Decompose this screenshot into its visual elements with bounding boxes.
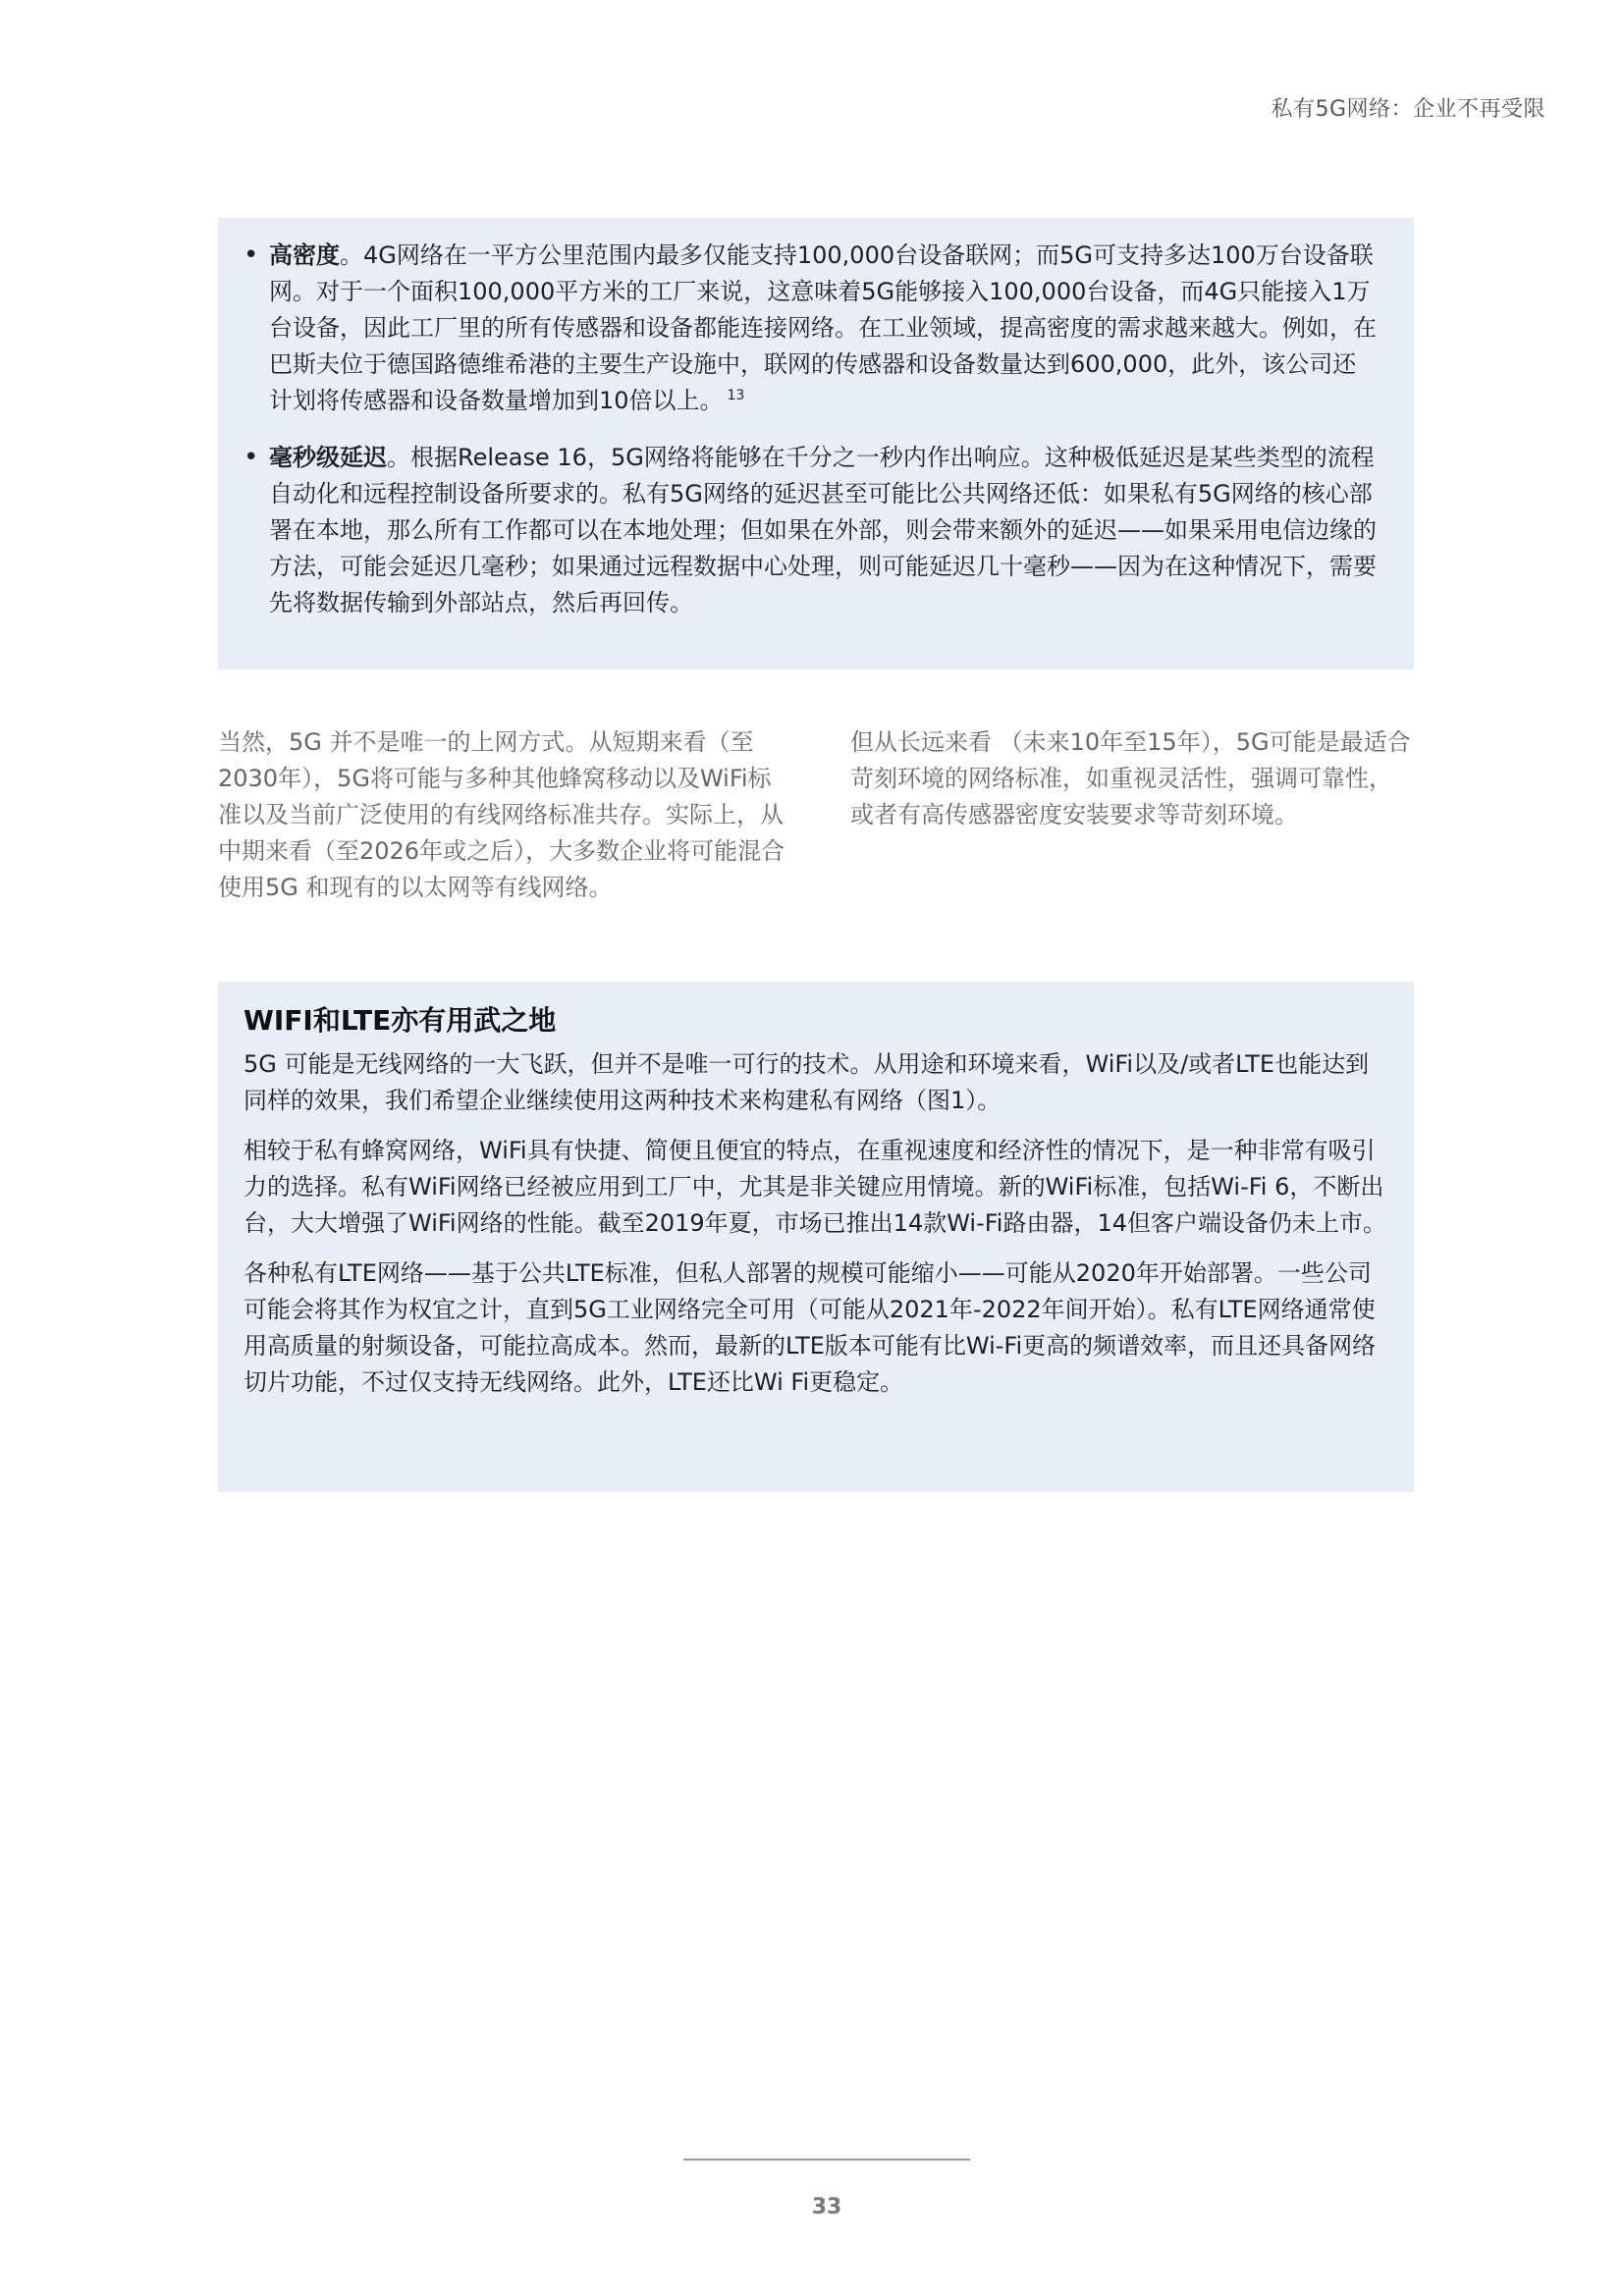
footnote-ref: 13: [727, 388, 745, 403]
footer-divider: [683, 2159, 970, 2161]
sidebar-box: [218, 982, 1414, 1492]
bullet-dot: •: [244, 443, 259, 472]
feature-box: [218, 218, 1414, 669]
page-number: 33: [811, 2195, 842, 2219]
bullet-high-density: [244, 238, 1377, 419]
sidebar-title: WIFI和LTE亦有用武之地: [244, 1004, 557, 1037]
bullet-low-latency: [244, 440, 1377, 621]
bullet-text: 。根据Release 16，5G网络将能够在千分之一秒内作出响应。这种极低延迟是某些类型的流程自动化和远程控制设备所要求的。私有5G网络的延迟甚至可能比公共网络还低：如果私有5G网络的核心部署在本地，那么所有工作都可以在本地处理；但如果在外部，则会带来额外的延迟——如果采用电信边缘的方法，可能会延迟几毫秒；如果通过远程数据中心处理，则可能延迟几十毫秒——因为在这种情况下，需要先将数据传输到外部站点，然后再回传。: [269, 444, 1377, 616]
sidebar-paragraph: 5G 可能是无线网络的一大飞跃，但并不是唯一可行的技术。从用途和环境来看，WiFi以及/或者LTE也能达到同样的效果，我们希望企业继续使用这两种技术来构建私有网络（图1）。: [244, 1050, 1370, 1114]
bullet-term: 高密度: [269, 241, 340, 269]
body-column-left: 当然，5G 并不是唯一的上网方式。从短期来看（至2030年），5G将可能与多种其他蜂窝移动以及WiFi标准以及当前广泛使用的有线网络标准共存。实际上，从中期来看（至2026年或之后），大多数企业将可能混合使用5G 和现有的以太网等有线网络。: [218, 728, 785, 901]
running-header: 私有5G网络：企业不再受限: [1271, 97, 1545, 122]
bullet-text: 。4G网络在一平方公里范围内最多仅能支持100,000台设备联网；而5G可支持多达100万台设备联网。对于一个面积100,000平方米的工厂来说，这意味着5G能够接入100,000台设备，而4G只能接入1万台设备，因此工厂里的所有传感器和设备都能连接网络。在工业领域，提高密度的需求越来越大。例如，在巴斯夫位于德国路德维希港的主要生产设施中，联网的传感器和设备数量达到600,000，此外，该公司还计划将传感器和设备数量增加到10倍以上。: [269, 241, 1377, 414]
sidebar-paragraph: 各种私有LTE网络——基于公共LTE标准，但私人部署的规模可能缩小——可能从2020年开始部署。一些公司可能会将其作为权宜之计，直到5G工业网络完全可用（可能从2021年-2022年间开始）。私有LTE网络通常使用高质量的射频设备，可能拉高成本。然而，最新的LTE版本可能有比Wi-Fi更高的频谱效率，而且还具备网络切片功能，不过仅支持无线网络。此外，LTE还比Wi Fi更稳定。: [244, 1259, 1377, 1396]
sidebar-paragraph: 相较于私有蜂窝网络，WiFi具有快捷、简便且便宜的特点，在重视速度和经济性的情况下，是一种非常有吸引力的选择。私有WiFi网络已经被应用到工厂中，尤其是非关键应用情境。新的WiFi标准，包括Wi-Fi 6，不断出台，大大增强了WiFi网络的性能。截至2019年夏，市场已推出14款Wi-Fi路由器，14但客户端设备仍未上市。: [244, 1137, 1387, 1237]
bullet-dot: •: [244, 240, 259, 270]
bullet-term: 毫秒级延迟: [269, 444, 387, 471]
body-column-right: 但从长远来看 （未来10年至15年），5G可能是最适合苛刻环境的网络标准，如重视灵活性，强调可靠性，或者有高传感器密度安装要求等苛刻环境。: [850, 728, 1411, 828]
